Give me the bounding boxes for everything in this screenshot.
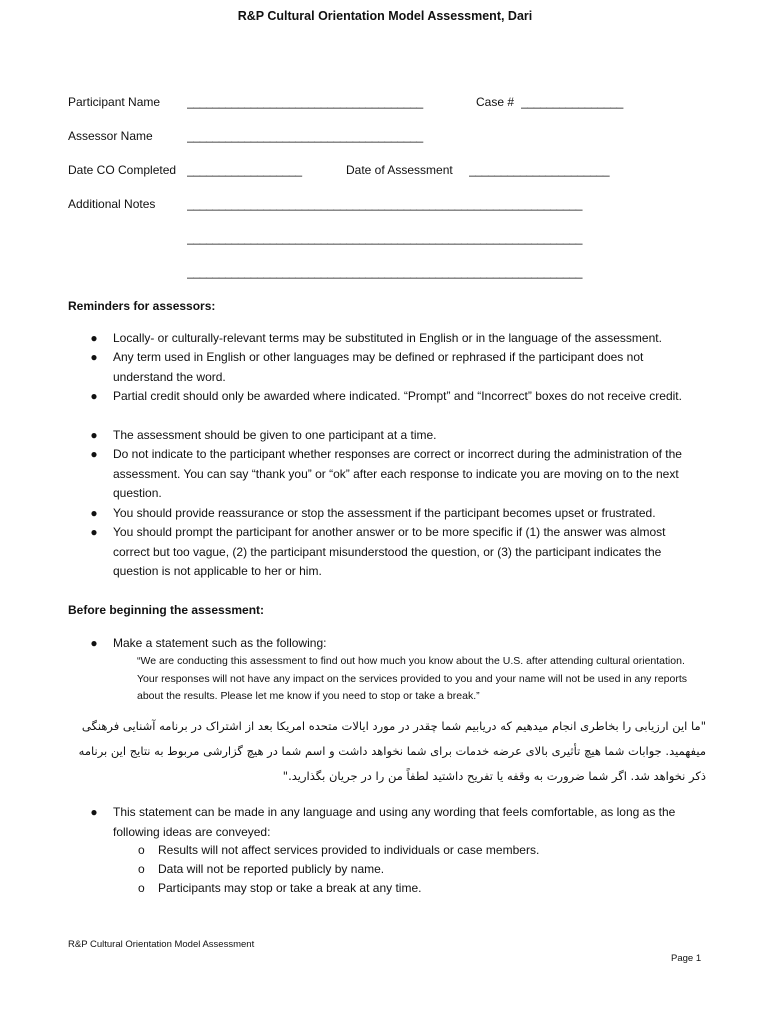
reminder-item-3: Partial credit should only be awarded where indicated. “Prompt” and “Incorrect” boxes do not receive credit.: [113, 389, 682, 403]
participant-name-field[interactable]: _____________________________________: [187, 95, 423, 109]
reminder-item-1: Locally- or culturally-relevant terms may be substituted in English or in the language of the assessment.: [113, 331, 662, 345]
idea-item-2: Data will not be reported publicly by name.: [158, 862, 385, 876]
additional-notes-field-1[interactable]: ______________________________________________________________: [187, 197, 583, 211]
dari-statement-quote: "ما این ارزیابی را بخاطری انجام میدهیم که دریابیم شما چقدر در مورد ایالات متحده امریکا بعد از اشتراک در برنامه آشنایی فرهنگی میفهمید. جوابات شما هیچ تأثیری بالای عرضه خدمات برای شما نخواهد داشت و اسم شما در هیچ گزارشی مربوط به نتایج این برنامه ذکر نخواهد شد. اگر شما ضرورت به وقفه یا تفریح داشتید لطفاً من را در جریان بگذارید.": [78, 719, 706, 783]
before-item-1: Make a statement such as the following:: [113, 636, 327, 650]
english-statement-quote: “We are conducting this assessment to find out how much you know about the U.S. after attending cultural orientation. Your responses will not have any impact on the services provided to you and your name will not be used in any reports about the results. Please let me know if you need to stop or take a break.”: [137, 655, 688, 703]
bullet-icon: ●: [90, 389, 98, 403]
reminder-item-4: The assessment should be given to one participant at a time.: [113, 428, 437, 442]
reminders-heading: Reminders for assessors:: [68, 299, 216, 313]
document-title: R&P Cultural Orientation Model Assessment, Dari: [237, 9, 533, 23]
footer-document-name: R&P Cultural Orientation Model Assessment: [68, 939, 255, 950]
before-heading: Before beginning the assessment:: [68, 603, 265, 617]
circle-bullet-icon: o: [138, 881, 145, 895]
bullet-icon: ●: [90, 525, 98, 539]
assessor-name-label: Assessor Name: [68, 129, 153, 143]
idea-item-3: Participants may stop or take a break at any time.: [158, 881, 422, 895]
additional-notes-field-2[interactable]: ______________________________________________________________: [187, 231, 583, 245]
reminder-item-6: You should provide reassurance or stop the assessment if the participant becomes upset or frustrated.: [113, 506, 656, 520]
reminder-item-7: You should prompt the participant for another answer or to be more specific if (1) the answer was almost correct but too vague, (2) the participant misunderstood the question, or (3) the participant indicates the question is not applicable to her or him.: [113, 525, 666, 578]
bullet-icon: ●: [90, 506, 98, 520]
idea-item-1: Results will not affect services provided to individuals or case members.: [158, 843, 540, 857]
before-item-2: This statement can be made in any language and using any wording that feels comfortable, as long as the following ideas are conveyed:: [113, 805, 676, 839]
additional-notes-label: Additional Notes: [68, 197, 156, 211]
bullet-icon: ●: [90, 428, 98, 442]
page-number: Page 1: [671, 953, 702, 964]
bullet-icon: ●: [90, 350, 98, 364]
reminder-item-2: Any term used in English or other languages may be defined or rephrased if the participant does not understand the word.: [113, 350, 644, 384]
case-number-label: Case #: [476, 95, 515, 109]
additional-notes-field-3[interactable]: ______________________________________________________________: [187, 265, 583, 279]
bullet-icon: ●: [90, 447, 98, 461]
assessor-name-field[interactable]: _____________________________________: [187, 129, 423, 143]
circle-bullet-icon: o: [138, 862, 145, 876]
bullet-icon: ●: [90, 331, 98, 345]
date-of-assessment-field[interactable]: ______________________: [469, 163, 610, 177]
date-co-completed-label: Date CO Completed: [68, 163, 177, 177]
date-co-completed-field[interactable]: __________________: [187, 163, 302, 177]
bullet-icon: ●: [90, 805, 98, 819]
date-of-assessment-label: Date of Assessment: [346, 163, 453, 177]
participant-name-label: Participant Name: [68, 95, 161, 109]
circle-bullet-icon: o: [138, 843, 145, 857]
case-number-field[interactable]: ________________: [521, 95, 623, 109]
bullet-icon: ●: [90, 636, 98, 650]
reminder-item-5: Do not indicate to the participant whether responses are correct or incorrect during the administration of the assessment. You can say “thank you” or “ok” after each response to indicate you are moving on to the next question.: [113, 447, 682, 500]
